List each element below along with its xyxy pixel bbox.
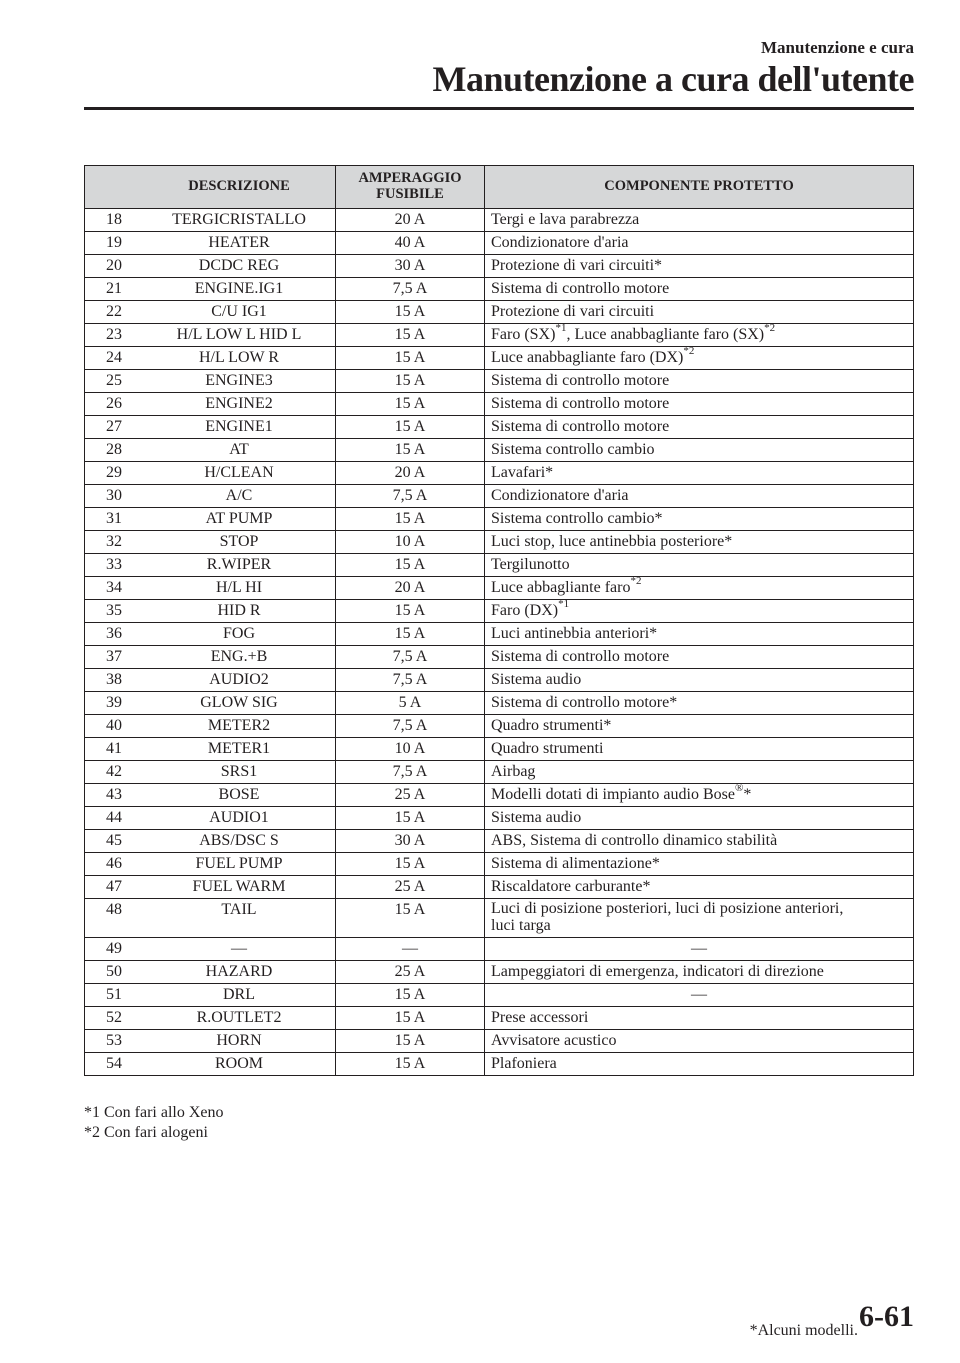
footnote-marker: *2 xyxy=(764,321,776,334)
component-text-line: Luci di posizione posteriori, luci di posizione anteriori, xyxy=(491,900,844,917)
table-row xyxy=(85,899,914,938)
fuse-number: 45 xyxy=(85,830,144,853)
fuse-amperage: 20 A xyxy=(336,577,485,600)
table-row xyxy=(85,278,914,301)
fuse-number: 34 xyxy=(85,577,144,600)
fuse-description: C/U IG1 xyxy=(143,301,336,324)
title-rule xyxy=(84,107,914,110)
fuse-description: BOSE xyxy=(143,784,336,807)
fuse-number: 33 xyxy=(85,554,144,577)
table-row xyxy=(85,715,914,738)
component-text: Modelli dotati di impianto audio Bose xyxy=(491,786,735,803)
protected-component xyxy=(485,574,914,600)
fuse-number: 54 xyxy=(85,1052,144,1075)
fuse-amperage: — xyxy=(336,937,485,960)
fuse-description: ENGINE.IG1 xyxy=(143,278,336,301)
protected-component: Quadro strumenti* xyxy=(485,715,914,738)
fuse-amperage: 30 A xyxy=(336,255,485,278)
fuse-number: 38 xyxy=(85,669,144,692)
protected-component xyxy=(485,344,914,370)
fuse-description: H/L LOW R xyxy=(143,347,336,370)
fuse-description: AUDIO2 xyxy=(143,669,336,692)
protected-component: Lampeggiatori di emergenza, indicatori di direzione xyxy=(485,960,914,983)
fuse-amperage: 20 A xyxy=(336,462,485,485)
fuse-description: DRL xyxy=(143,983,336,1006)
table-row xyxy=(85,807,914,830)
table-header xyxy=(85,166,914,209)
protected-component: Luci antinebbia anteriori* xyxy=(485,623,914,646)
fuse-amperage: 15 A xyxy=(336,416,485,439)
fuse-amperage: 15 A xyxy=(336,370,485,393)
protected-component: Condizionatore d'aria xyxy=(485,485,914,508)
component-text: Faro (DX) xyxy=(491,602,559,619)
table-row xyxy=(85,324,914,347)
table-row xyxy=(85,232,914,255)
fuse-amperage: 15 A xyxy=(336,393,485,416)
fuse-number: 47 xyxy=(85,876,144,899)
fuse-number: 27 xyxy=(85,416,144,439)
fuse-description: AT PUMP xyxy=(143,508,336,531)
fuse-number: 49 xyxy=(85,937,144,960)
table-row xyxy=(85,669,914,692)
component-text-line: luci targa xyxy=(491,916,551,934)
table-row xyxy=(85,692,914,715)
fuse-amperage: 25 A xyxy=(336,960,485,983)
fuse-amperage: 7,5 A xyxy=(336,646,485,669)
table-row xyxy=(85,1006,914,1029)
fuse-description: FOG xyxy=(143,623,336,646)
table-row xyxy=(85,623,914,646)
fuse-description: HORN xyxy=(143,1029,336,1052)
fuse-description: HEATER xyxy=(143,232,336,255)
protected-component: Riscaldatore carburante* xyxy=(485,876,914,899)
fuse-number: 35 xyxy=(85,600,144,623)
protected-component: ABS, Sistema di controllo dinamico stabilità xyxy=(485,830,914,853)
protected-component: Protezione di vari circuiti* xyxy=(485,255,914,278)
fuse-amperage: 15 A xyxy=(336,807,485,830)
fuse-number: 36 xyxy=(85,623,144,646)
fuse-description: FUEL WARM xyxy=(143,876,336,899)
protected-component: Sistema di controllo motore xyxy=(485,393,914,416)
column-header-description: DESCRIZIONE xyxy=(143,166,336,209)
fuse-amperage: 5 A xyxy=(336,692,485,715)
fuse-amperage: 25 A xyxy=(336,876,485,899)
protected-component: Sistema controllo cambio* xyxy=(485,508,914,531)
fuse-description: METER2 xyxy=(143,715,336,738)
fuse-number: 52 xyxy=(85,1006,144,1029)
fuse-description: HID R xyxy=(143,600,336,623)
footnote-marker: ® xyxy=(734,781,744,794)
fuse-amperage: 30 A xyxy=(336,830,485,853)
protected-component: Sistema di controllo motore* xyxy=(485,692,914,715)
table-row xyxy=(85,485,914,508)
fuse-number: 41 xyxy=(85,738,144,761)
page-title: Manutenzione a cura dell'utente xyxy=(432,59,914,99)
protected-component: Prese accessori xyxy=(485,1006,914,1029)
table-row xyxy=(85,960,914,983)
fuse-number: 48 xyxy=(85,899,144,938)
fuse-number: 40 xyxy=(85,715,144,738)
fuse-description: TAIL xyxy=(143,899,336,938)
fuse-number: 44 xyxy=(85,807,144,830)
fuse-description: METER1 xyxy=(143,738,336,761)
protected-component: Sistema audio xyxy=(485,669,914,692)
table-row xyxy=(85,554,914,577)
fuse-number: 32 xyxy=(85,531,144,554)
fuse-description: A/C xyxy=(143,485,336,508)
fuse-amperage: 15 A xyxy=(336,600,485,623)
column-header-amperage: AMPERAGGIO FUSIBILE xyxy=(336,166,485,209)
protected-component: Sistema di controllo motore xyxy=(485,370,914,393)
column-header-component: COMPONENTE PROTETTO xyxy=(485,166,914,209)
fuse-amperage: 15 A xyxy=(336,324,485,347)
protected-component: Sistema di controllo motore xyxy=(485,416,914,439)
component-text: Luce abbagliante faro xyxy=(491,579,631,596)
protected-component: Sistema audio xyxy=(485,807,914,830)
component-text: Faro (SX) xyxy=(491,326,556,343)
protected-component xyxy=(485,321,914,347)
protected-component: Avvisatore acustico xyxy=(485,1029,914,1052)
protected-component xyxy=(485,781,914,807)
fuse-description: GLOW SIG xyxy=(143,692,336,715)
protected-component: Plafoniera xyxy=(485,1052,914,1075)
table-row xyxy=(85,508,914,531)
fuse-number: 21 xyxy=(85,278,144,301)
footer-note: *Alcuni modelli. xyxy=(749,1322,858,1339)
fuse-table xyxy=(84,165,914,1076)
fuse-number: 53 xyxy=(85,1029,144,1052)
fuse-amperage: 15 A xyxy=(336,983,485,1006)
fuse-number: 37 xyxy=(85,646,144,669)
table-row xyxy=(85,761,914,784)
fuse-description: AT xyxy=(143,439,336,462)
page-number: 6-61 xyxy=(859,1300,914,1333)
footnote-marker: *2 xyxy=(683,344,695,357)
fuse-description: ENG.+B xyxy=(143,646,336,669)
fuse-amperage: 15 A xyxy=(336,899,485,938)
fuse-number: 25 xyxy=(85,370,144,393)
protected-component xyxy=(485,899,914,938)
fuse-description: SRS1 xyxy=(143,761,336,784)
protected-component: — xyxy=(485,983,914,1006)
table-row xyxy=(85,370,914,393)
fuse-amperage: 15 A xyxy=(336,439,485,462)
section-label: Manutenzione e cura xyxy=(761,38,914,57)
fuse-number: 42 xyxy=(85,761,144,784)
fuse-amperage: 15 A xyxy=(336,853,485,876)
fuse-number: 50 xyxy=(85,960,144,983)
table-row xyxy=(85,876,914,899)
footnotes xyxy=(84,1103,224,1143)
fuse-description: H/L LOW L HID L xyxy=(143,324,336,347)
fuse-number: 24 xyxy=(85,347,144,370)
protected-component xyxy=(485,597,914,623)
fuse-amperage: 7,5 A xyxy=(336,761,485,784)
component-text: Luce anabbagliante faro (DX) xyxy=(491,349,684,366)
fuse-number: 18 xyxy=(85,209,144,232)
table-row xyxy=(85,1052,914,1075)
table-row xyxy=(85,937,914,960)
fuse-amperage: 25 A xyxy=(336,784,485,807)
fuse-description: FUEL PUMP xyxy=(143,853,336,876)
fuse-amperage: 7,5 A xyxy=(336,715,485,738)
protected-component: Sistema di controllo motore xyxy=(485,278,914,301)
table-row xyxy=(85,738,914,761)
protected-component: Quadro strumenti xyxy=(485,738,914,761)
fuse-description: H/L HI xyxy=(143,577,336,600)
fuse-description: HAZARD xyxy=(143,960,336,983)
fuse-description: ENGINE3 xyxy=(143,370,336,393)
table-row xyxy=(85,393,914,416)
fuse-amperage: 15 A xyxy=(336,623,485,646)
fuse-number: 43 xyxy=(85,784,144,807)
fuse-amperage: 10 A xyxy=(336,531,485,554)
fuse-description: STOP xyxy=(143,531,336,554)
table-row xyxy=(85,600,914,623)
component-text: , Luce anabbagliante faro (SX) xyxy=(566,326,765,343)
protected-component: — xyxy=(485,937,914,960)
table-row xyxy=(85,416,914,439)
fuse-amperage: 40 A xyxy=(336,232,485,255)
fuse-amperage: 7,5 A xyxy=(336,485,485,508)
fuse-number: 39 xyxy=(85,692,144,715)
table-row xyxy=(85,577,914,600)
fuse-number: 46 xyxy=(85,853,144,876)
protected-component: Tergilunotto xyxy=(485,554,914,577)
fuse-amperage: 20 A xyxy=(336,209,485,232)
fuse-amperage: 7,5 A xyxy=(336,278,485,301)
fuse-description: ROOM xyxy=(143,1052,336,1075)
fuse-description: TERGICRISTALLO xyxy=(143,209,336,232)
protected-component: Condizionatore d'aria xyxy=(485,232,914,255)
protected-component: Sistema di controllo motore xyxy=(485,646,914,669)
footnote-marker: *2 xyxy=(630,574,642,587)
fuse-description: ENGINE2 xyxy=(143,393,336,416)
fuse-number: 29 xyxy=(85,462,144,485)
fuse-amperage: 15 A xyxy=(336,554,485,577)
table-row xyxy=(85,830,914,853)
protected-component: Tergi e lava parabrezza xyxy=(485,209,914,232)
table-row xyxy=(85,439,914,462)
table-body xyxy=(85,209,914,1076)
fuse-number: 30 xyxy=(85,485,144,508)
footnote-halogen: *2 Con fari alogeni xyxy=(84,1124,208,1141)
table-row xyxy=(85,1029,914,1052)
table-row xyxy=(85,983,914,1006)
fuse-description: ENGINE1 xyxy=(143,416,336,439)
fuse-amperage: 10 A xyxy=(336,738,485,761)
table-row xyxy=(85,347,914,370)
fuse-amperage: 7,5 A xyxy=(336,669,485,692)
table-row xyxy=(85,255,914,278)
fuse-amperage: 15 A xyxy=(336,508,485,531)
fuse-amperage: 15 A xyxy=(336,1029,485,1052)
column-header-number xyxy=(85,166,144,209)
fuse-number: 20 xyxy=(85,255,144,278)
fuse-number: 26 xyxy=(85,393,144,416)
footnote-marker: *1 xyxy=(558,597,570,610)
table-row xyxy=(85,301,914,324)
fuse-number: 22 xyxy=(85,301,144,324)
table-row xyxy=(85,784,914,807)
fuse-description: R.OUTLET2 xyxy=(143,1006,336,1029)
table-row xyxy=(85,646,914,669)
fuse-amperage: 15 A xyxy=(336,1006,485,1029)
fuse-description: H/CLEAN xyxy=(143,462,336,485)
fuse-number: 28 xyxy=(85,439,144,462)
fuse-description: R.WIPER xyxy=(143,554,336,577)
table-row xyxy=(85,209,914,232)
fuse-number: 51 xyxy=(85,983,144,1006)
fuse-number: 31 xyxy=(85,508,144,531)
footnote-xenon: *1 Con fari allo Xeno xyxy=(84,1104,224,1121)
protected-component: Lavafari* xyxy=(485,462,914,485)
fuse-description: DCDC REG xyxy=(143,255,336,278)
table-row xyxy=(85,853,914,876)
fuse-amperage: 15 A xyxy=(336,347,485,370)
fuse-amperage: 15 A xyxy=(336,1052,485,1075)
protected-component: Sistema controllo cambio xyxy=(485,439,914,462)
table-row xyxy=(85,531,914,554)
fuse-description: — xyxy=(143,937,336,960)
protected-component: Protezione di vari circuiti xyxy=(485,301,914,324)
protected-component: Luci stop, luce antinebbia posteriore* xyxy=(485,531,914,554)
component-text: * xyxy=(743,786,752,803)
protected-component: Airbag xyxy=(485,761,914,784)
table-row xyxy=(85,462,914,485)
fuse-description: AUDIO1 xyxy=(143,807,336,830)
fuse-amperage: 15 A xyxy=(336,301,485,324)
fuse-number: 19 xyxy=(85,232,144,255)
fuse-description: ABS/DSC S xyxy=(143,830,336,853)
fuse-number: 23 xyxy=(85,324,144,347)
protected-component: Sistema di alimentazione* xyxy=(485,853,914,876)
footnote-marker: *1 xyxy=(555,321,567,334)
